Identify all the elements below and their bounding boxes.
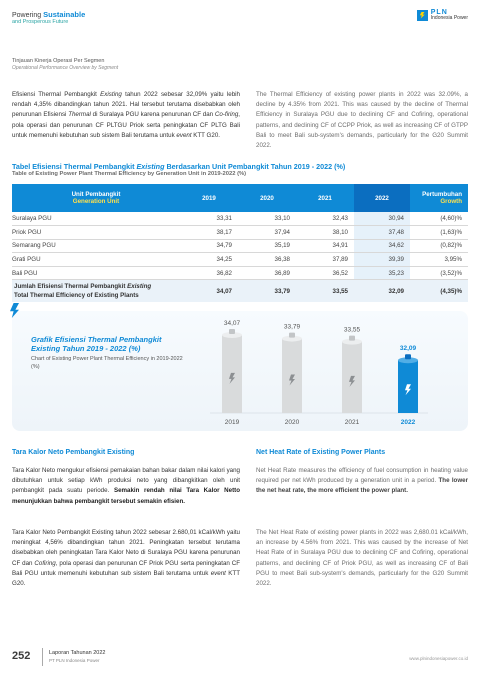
bar-value-label: 33,55 [343,326,361,334]
header-2022: 2022 [354,184,410,212]
cell-value: 37,48 [354,226,410,240]
efficiency-bar-chart [190,312,430,430]
cell-unit: Bali PGU [12,266,180,280]
efficiency-table [12,184,468,302]
table-row [12,266,468,280]
page-number: 252 [12,650,31,662]
year-tick-label: 2020 [284,419,300,426]
section-title-id: Tinjauan Kinerja Operasi Per Segmen [12,58,105,64]
cell-value: 36,89 [238,266,296,280]
chart-title: Grafik Efisiensi Thermal Pembangkit Existing Tahun 2019 - 2022 (%) [31,335,162,353]
cell-value: 37,94 [238,226,296,240]
pln-logo-name: PLN [430,9,448,16]
pln-logo-sub: Indonesia Power [430,15,468,21]
cell-growth: (4,60)% [410,212,468,226]
table-row [12,239,468,253]
header-2021: 2021 [296,184,354,212]
footer-report-title: Laporan Tahunan 2022 [49,650,106,656]
cell-value: 38,10 [296,226,354,240]
cell-value: 34,25 [180,253,238,267]
footer-company: PT PLN Indonesia Power [49,658,100,663]
cell-growth: (3,52)% [410,266,468,280]
cell-growth: (1,63)% [410,226,468,240]
footer-divider [42,648,43,666]
cell-value: 30,94 [354,212,410,226]
table-title: Tabel Efisiensi Thermal Pembangkit Existing Berdasarkan Unit Pembangkit Tahun 2019 - 2022 (%) [12,162,346,171]
bar-terminal [405,354,411,359]
section2-title-id: Tara Kalor Neto Pembangkit Existing [12,449,135,456]
cell-unit: Semarang PGU [12,239,180,253]
table-header-row [12,184,468,212]
footer-url: www.plnindonesiapower.co.id [409,656,468,661]
page-footer [12,648,468,668]
cell-value: 33,10 [238,212,296,226]
bar-terminal [349,336,355,341]
cell-value: 38,17 [180,226,238,240]
cell-value: 36,82 [180,266,238,280]
bar-value-label: 32,09 [399,345,417,353]
cell-value: 37,89 [296,253,354,267]
brand-tagline: Powering Sustainable [12,10,86,19]
total-value: 33,55 [296,280,354,302]
cell-unit: Suralaya PGU [12,212,180,226]
cell-growth: (0,82)% [410,239,468,253]
intro-paragraph-id: Efisiensi Thermal Pembangkit Existing tahun 2022 sebesar 32,09% yaitu lebih rendah 4,35% dibandingkan tahun 2021. Hal tersebut terutama disebabkan oleh penurunan Efisiensi Thermal di Suralaya PGU karena penurunan CF dan Co-firing, pola operasi dan penurunan CF PLTGU Priok serta peningkatan CF PLTG Bali untuk memenuhi kebutuhan sub sistem Bali terutama untuk event KTT G20. [12,91,240,139]
year-tick-label: 2019 [224,419,240,426]
table-total-row [12,280,468,302]
heat-rate-definition-en: Net Heat Rate measures the efficiency of fuel consumption in heating value required per net kWh produced by a generation unit in a period. The lower the net heat rate, the more efficient the power plant. [256,467,468,495]
bar-value-label: 34,07 [223,320,241,327]
header-2019: 2019 [180,184,238,212]
section-tag [12,58,118,71]
section-title-en: Operational Performance Overview by Segment [12,65,119,71]
year-tick-label: 2022 [400,419,416,426]
cell-value: 34,79 [180,239,238,253]
total-value: 33,79 [238,280,296,302]
cell-value: 36,38 [238,253,296,267]
bar-terminal [289,333,295,338]
brand-tagline-line2: and Prosperous Future [12,19,69,25]
page-header [12,8,468,30]
heat-rate-definition-id: Tara Kalor Neto mengukur efisiensi pemakaian bahan bakar dalam nilai kalori yang dibutuhkan untuk setiap kWh produksi neto yang dibangkitkan oleh unit pembangkit pada suatu periode. Semakin rendah nilai Tara Kalor Netto menunjukkan bahwa pembangkit tersebut semakin efisien. [12,467,240,505]
total-value: 34,07 [180,280,238,302]
bar-value-label: 33,79 [283,323,301,331]
chart-subtitle: Chart of Existing Power Plant Thermal Efficiency in 2019-2022 (%) [31,356,183,370]
cell-unit: Grati PGU [12,253,180,267]
brand-tagline-bold: Sustainable [43,10,86,19]
cell-value: 34,91 [296,239,354,253]
section2-title-en: Net Heat Rate of Existing Power Plants [256,449,386,456]
intro-paragraph-en: The Thermal Efficiency of existing power plants in 2022 was 32.09%, a decline by 4.35% from 2021. This was caused by the decline of Thermal Efficiency in Suralaya PGU due to declining CF and Cofiring, operational patterns, and declining CF of CCPP Priok, as well as increasing CF of GTPP Bali to meet Bali sub-system's demands, particularly for the G20 Summit 2022. [256,91,468,150]
total-label: Jumlah Efisiensi Thermal Pembangkit Existing Total Thermal Efficiency of Existing Plants [12,280,180,302]
pln-logo [417,9,468,21]
header-2020: 2020 [238,184,296,212]
header-unit: Unit Pembangkit Generation Unit [12,184,180,212]
table-row [12,226,468,240]
cell-value: 36,52 [296,266,354,280]
bar-terminal [229,329,235,334]
cell-value: 32,43 [296,212,354,226]
cell-value: 35,19 [238,239,296,253]
table-subtitle: Table of Existing Power Plant Thermal Efficiency by Generation Unit in 2019-2022 (%) [12,171,247,177]
heat-rate-performance-id: Tara Kalor Neto Pembangkit Existing tahun 2022 sebesar 2.680,01 kCal/kWh yaitu meningkat 4,56% dibandingkan tahun 2021. Peningkatan tersebut terutama disebabkan oleh peningkatan Tara Kalor Neto di Suralaya PGU karena penurunan CF dan Cofiring, pola operasi dan penurunan CF Priok PGU serta peningkatan CF Bali PGU untuk memenuhi kebutuhan sub sistem Bali terutama untuk event KTT G20. [12,529,240,588]
cell-value: 39,39 [354,253,410,267]
cell-value: 33,31 [180,212,238,226]
cell-value: 35,23 [354,266,410,280]
heat-rate-performance-en: The Net Heat Rate of existing power plants in 2022 was 2,680.01 kCal/kWh, an increase by 4.56% from 2021. This was caused by the increase of Net Heat Rate of in Suralaya PGU due to declining CF and Cofiring, operational patterns, and declining CF of Priok PGU, as well as increasing CF of Bali PGU to meet Bali sub-system's demands, particularly for the G20 Summit 2022. [256,529,468,588]
total-value: 32,09 [354,280,410,302]
cell-value: 34,62 [354,239,410,253]
total-growth: (4,35)% [410,280,468,302]
cell-growth: 3,95% [410,253,468,267]
table-row [12,253,468,267]
cell-unit: Priok PGU [12,226,180,240]
year-tick-label: 2021 [344,419,360,426]
pln-logo-icon [417,10,428,21]
table-row [12,212,468,226]
header-growth: Pertumbuhan Growth [410,184,468,212]
